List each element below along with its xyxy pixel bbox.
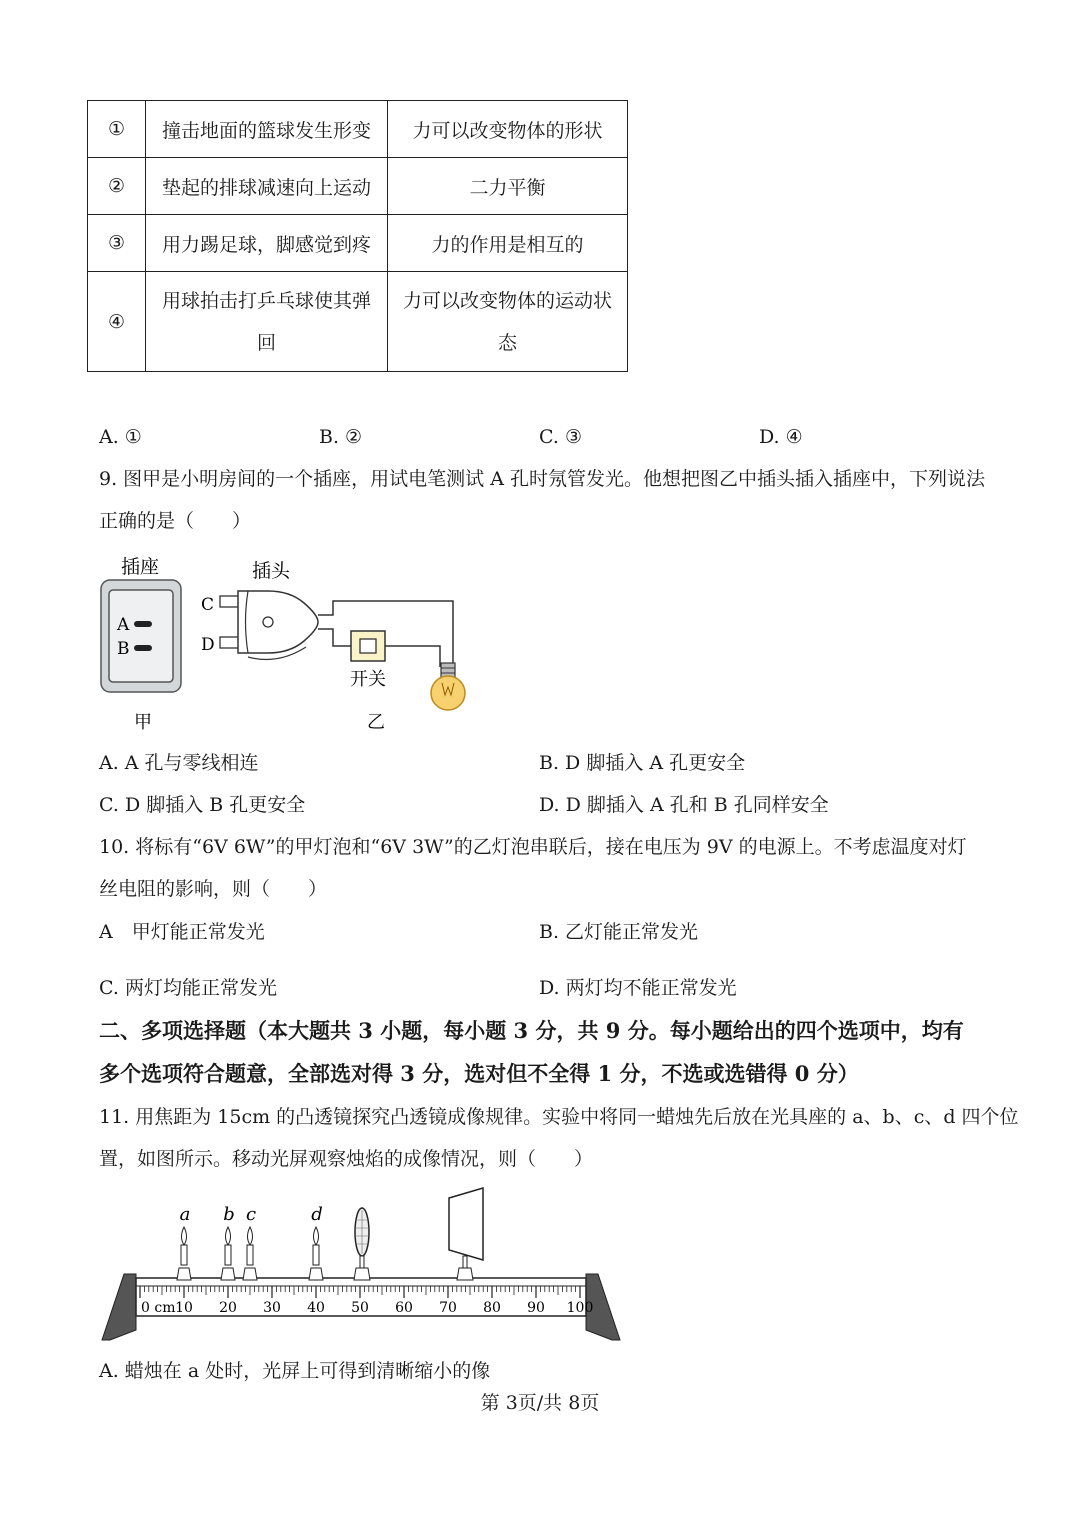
example-line: 用球拍击打乒乓球使其弹 bbox=[161, 289, 371, 312]
table-row bbox=[88, 215, 628, 272]
q9-stem-line2: 正确的是（ ） bbox=[99, 510, 252, 532]
q10-option-d: D. 两灯均不能正常发光 bbox=[539, 977, 737, 999]
plug-label: 插头 bbox=[251, 560, 291, 582]
scale-label: 60 bbox=[395, 1300, 413, 1316]
example-line: 回 bbox=[256, 331, 276, 354]
hole-b-label: B bbox=[117, 639, 130, 659]
principle-cell: 力的作用是相互的 bbox=[388, 215, 628, 272]
table-row bbox=[88, 101, 628, 158]
socket-face bbox=[109, 590, 173, 682]
scale-label: 0 cm bbox=[141, 1300, 176, 1316]
principle-cell: 力可以改变物体的形状 bbox=[388, 101, 628, 158]
bulb-icon bbox=[431, 676, 465, 710]
candle-b bbox=[221, 1204, 235, 1280]
scale-label: 100 bbox=[566, 1300, 594, 1316]
scale-label: 70 bbox=[439, 1300, 457, 1316]
q9-option-d: D. D 脚插入 A 孔和 B 孔同样安全 bbox=[539, 794, 829, 816]
switch-label: 开关 bbox=[350, 669, 386, 690]
convex-lens bbox=[354, 1208, 370, 1280]
row-number: ③ bbox=[88, 215, 146, 272]
q8-option-d: D. ④ bbox=[759, 426, 803, 448]
q11-stem-line1: 11. 用焦距为 15cm 的凸透镜探究凸透镜成像规律。实验中将同一蜡烛先后放在光具座的 a、b、c、d 四个位 bbox=[99, 1106, 1019, 1128]
q9-option-a: A. A 孔与零线相连 bbox=[99, 752, 259, 774]
q10-stem-line1: 10. 将标有“6V 6W”的甲灯泡和“6V 3W”的乙灯泡串联后，接在电压为 9V 的电源上。不考虑温度对灯 bbox=[99, 836, 967, 858]
principle-line: 态 bbox=[497, 331, 517, 354]
candle-c bbox=[243, 1204, 257, 1280]
scale-label: 10 bbox=[175, 1300, 193, 1316]
page-footer: 第 3页/共 8页 bbox=[480, 1392, 600, 1414]
q11-stem-line2: 置，如图所示。移动光屏观察烛焰的成像情况，则（ ） bbox=[99, 1148, 594, 1170]
principle-cell: 二力平衡 bbox=[388, 158, 628, 215]
candle-position-label: c bbox=[245, 1204, 257, 1225]
scale-label: 80 bbox=[483, 1300, 501, 1316]
section2-heading-line1: 二、多项选择题（本大题共 3 小题，每小题 3 分，共 9 分。每小题给出的四个选项中，均有 bbox=[99, 1018, 964, 1043]
q10-option-a: A 甲灯能正常发光 bbox=[99, 921, 265, 943]
candle-d bbox=[309, 1204, 323, 1280]
row-number: ① bbox=[88, 101, 146, 158]
candle-position-label: d bbox=[311, 1204, 323, 1225]
section2-heading-line2: 多个选项符合题意，全部选对得 3 分，选对但不全得 1 分，不选或选错得 0 分） bbox=[99, 1061, 859, 1086]
candle-a bbox=[177, 1204, 191, 1280]
example-cell: 用力踢足球，脚感觉到疼 bbox=[146, 215, 388, 272]
principle-cell bbox=[388, 272, 628, 372]
hole-b bbox=[134, 645, 152, 651]
row-number: ④ bbox=[88, 272, 146, 372]
q10-option-b: B. 乙灯能正常发光 bbox=[539, 921, 699, 943]
scale-label: 50 bbox=[351, 1300, 369, 1316]
plug-screw bbox=[263, 617, 273, 627]
q8-option-a: A. ① bbox=[99, 426, 142, 448]
q8-option-c: C. ③ bbox=[539, 426, 582, 448]
plug-body bbox=[238, 591, 318, 653]
row-number: ② bbox=[88, 158, 146, 215]
q10-stem-line2: 丝电阻的影响，则（ ） bbox=[99, 878, 328, 900]
hole-a-label: A bbox=[117, 615, 130, 635]
caption-yi: 乙 bbox=[367, 712, 385, 733]
socket-label: 插座 bbox=[120, 556, 160, 578]
scale-label: 20 bbox=[219, 1300, 237, 1316]
caption-jia: 甲 bbox=[134, 712, 152, 733]
scale-label: 90 bbox=[527, 1300, 545, 1316]
scale-label: 30 bbox=[263, 1300, 281, 1316]
example-cell: 撞击地面的篮球发生形变 bbox=[146, 101, 388, 158]
plug-circuit-figure bbox=[198, 555, 470, 735]
left-stand bbox=[102, 1274, 136, 1340]
q9-option-c: C. D 脚插入 B 孔更安全 bbox=[99, 794, 306, 816]
scale-label: 40 bbox=[307, 1300, 325, 1316]
wire-bottom bbox=[318, 629, 351, 646]
light-screen bbox=[449, 1188, 483, 1280]
q9-stem-line1: 9. 图甲是小明房间的一个插座，用试电笔测试 A 孔时氖管发光。他想把图乙中插头插入插座中，下列说法 bbox=[99, 468, 985, 490]
pin-d-label: D bbox=[201, 635, 215, 655]
example-cell bbox=[146, 272, 388, 372]
q8-option-b: B. ② bbox=[319, 426, 363, 448]
hole-a bbox=[134, 621, 152, 627]
table-row bbox=[88, 158, 628, 215]
q8-table bbox=[87, 100, 628, 372]
q9-option-b: B. D 脚插入 A 孔更安全 bbox=[539, 752, 746, 774]
candles bbox=[177, 1204, 323, 1280]
candle-position-label: a bbox=[179, 1204, 191, 1225]
principle-line: 力可以改变物体的运动状 bbox=[402, 289, 612, 312]
q11-option-a: A. 蜡烛在 a 处时，光屏上可得到清晰缩小的像 bbox=[99, 1360, 491, 1382]
table-row bbox=[88, 272, 628, 372]
q10-option-c: C. 两灯均能正常发光 bbox=[99, 977, 277, 999]
optical-bench-figure bbox=[100, 1180, 625, 1345]
socket-figure bbox=[95, 550, 195, 735]
candle-position-label: b bbox=[223, 1204, 235, 1225]
pin-c-label: C bbox=[201, 595, 215, 615]
example-cell: 垫起的排球减速向上运动 bbox=[146, 158, 388, 215]
